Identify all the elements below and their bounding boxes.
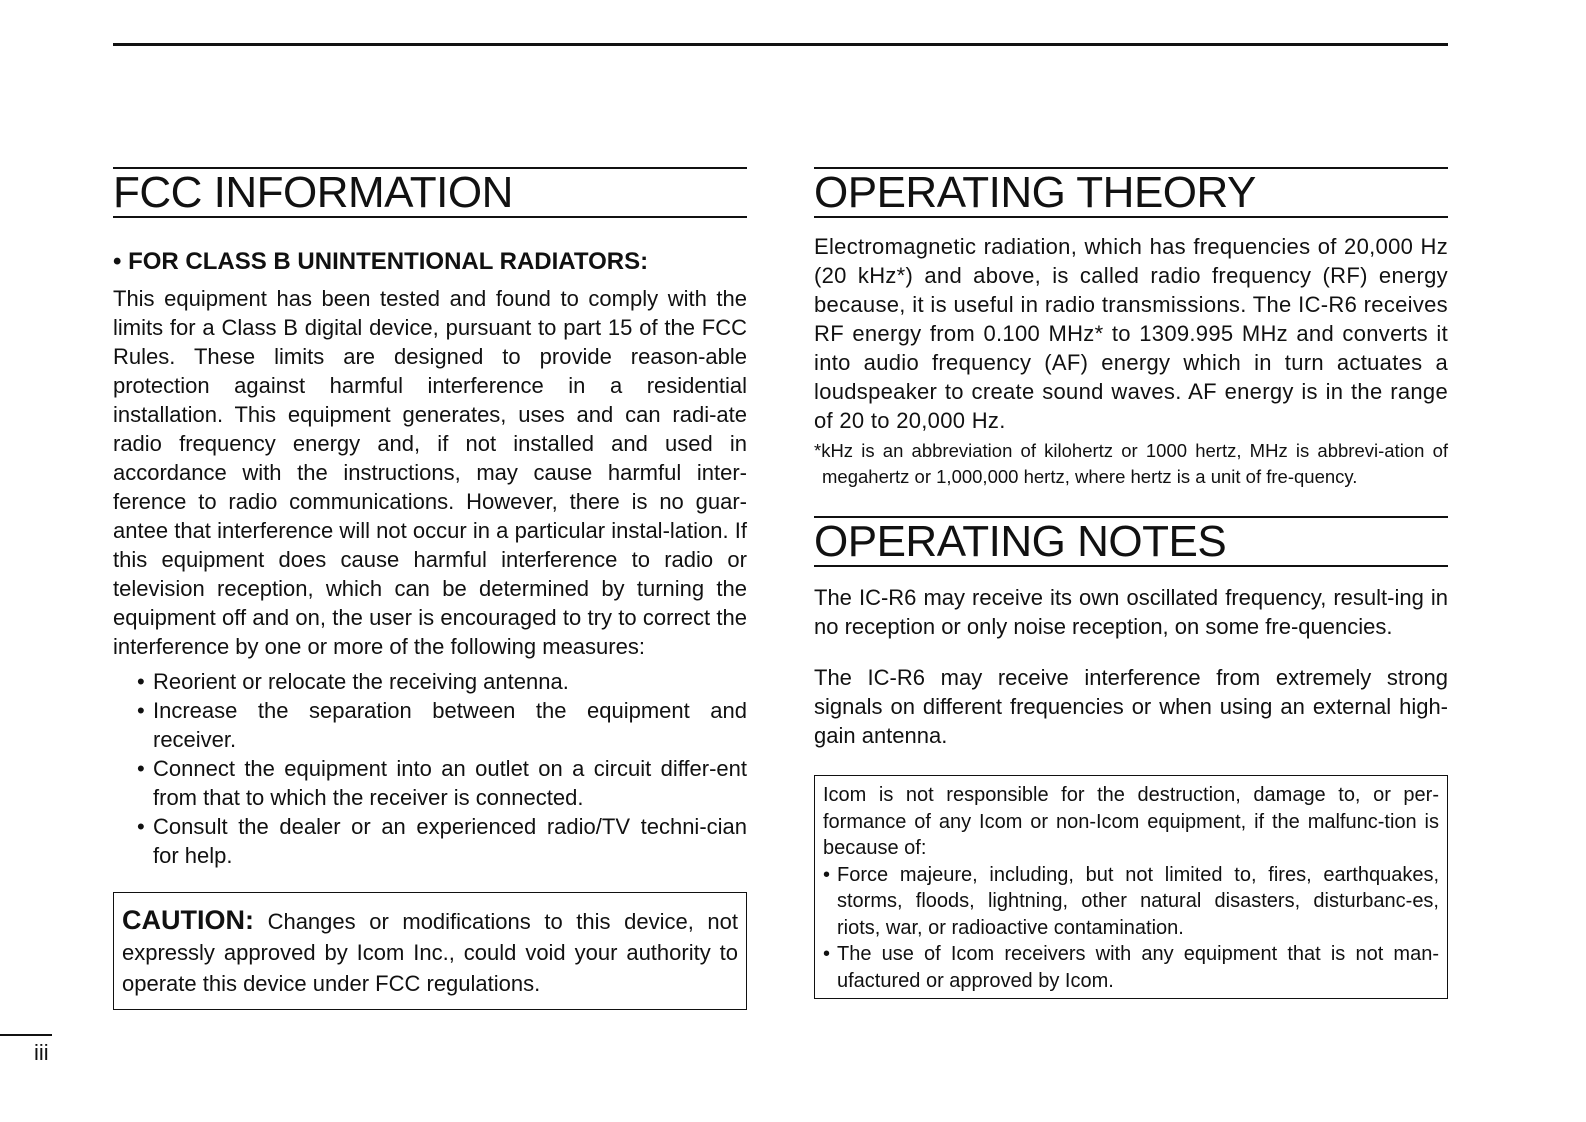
measure-item: • Connect the equipment into an outlet on a circuit differ-ent from that to which the receiver is connected. xyxy=(137,756,747,810)
notice-intro: Icom is not responsible for the destruction, damage to, or per-formance of any Icom or non-Icom equipment, if the malfunc-tion is because of: xyxy=(823,784,1439,859)
bullet-icon: • xyxy=(823,943,831,965)
operating-notes-title: OPERATING NOTES xyxy=(814,516,1448,567)
notice-item: • The use of Icom receivers with any equipment that is not man-ufactured or approved by Icom. xyxy=(823,943,1439,992)
bullet-icon: • xyxy=(823,863,831,886)
fcc-information-title: FCC INFORMATION xyxy=(113,167,747,218)
notice-list xyxy=(823,862,1439,995)
fcc-information-section xyxy=(113,167,747,1010)
operating-notes-para-2: The IC-R6 may receive interference from extremely strong signals on different frequencies or when using an external high-gain antenna. xyxy=(814,665,1448,748)
class-b-subheading: • FOR CLASS B UNINTENTIONAL RADIATORS: xyxy=(113,248,649,275)
page-number: iii xyxy=(34,1040,49,1065)
bullet-icon: • xyxy=(137,756,145,781)
top-rule xyxy=(113,43,1448,46)
measure-item: • Reorient or relocate the receiving antenna. xyxy=(137,669,569,694)
fcc-measures-list xyxy=(113,667,747,870)
bullet-icon: • xyxy=(137,698,145,723)
operating-theory-body: Electromagnetic radiation, which has frequencies of 20,000 Hz (20 kHz*) and above, is called radio frequency (RF) energy because, it is useful in radio transmissions. The IC-R6 receives RF energy from 0.100 MHz* to 1309.995 MHz and converts it into audio frequency (AF) energy which in turn actuates a loudspeaker to create sound waves. AF energy is in the range of 20 to 20,000 Hz. xyxy=(814,234,1448,433)
bullet-icon: • xyxy=(137,814,145,839)
operating-theory-title: OPERATING THEORY xyxy=(814,167,1448,218)
operating-section xyxy=(814,167,1448,999)
caution-text: Changes or modifications to this device, not expressly approved by Icom Inc., could void your authority to operate this device under FCC regulations. xyxy=(122,909,738,996)
notice-item: • Force majeure, including, but not limited to, fires, earthquakes, storms, floods, lightning, other natural disasters, disturbanc-es, riots, war, or radioactive contamination. xyxy=(823,863,1439,939)
caution-label: CAUTION: xyxy=(122,905,254,935)
fcc-body-text: This equipment has been tested and found to comply with the limits for a Class B digital device, pursuant to part 15 of the FCC Rules. These limits are designed to provide reason-able protection against harmful interference in a residential installation. This equipment generates, uses and can radi-ate radio frequency energy and, if not installed and used in accordance with the instructions, may cause harmful inter-ference to radio communications. However, there is no guar-antee that interference will not occur in a particular instal-lation. If this equipment does cause harmful interference to radio or television reception, which can be determined by turning the equipment off and on, the user is encouraged to try to correct the interference by one or more of the following measures: xyxy=(113,286,747,659)
measure-item: • Consult the dealer or an experienced radio/TV techni-cian for help. xyxy=(137,814,747,868)
caution-box xyxy=(113,892,747,1010)
theory-footnote: *kHz is an abbreviation of kilohertz or 1000 hertz, MHz is abbrevi-ation of megahertz or 1,000,000 hertz, where hertz is a unit of fre-quency. xyxy=(814,440,1448,487)
bullet-icon: • xyxy=(137,669,145,694)
measure-item: • Increase the separation between the equipment and receiver. xyxy=(137,698,747,752)
page-number-rule xyxy=(0,1034,52,1036)
operating-notes-para-1: The IC-R6 may receive its own oscillated frequency, result-ing in no reception or only noise reception, on some fre-quencies. xyxy=(814,585,1448,639)
liability-notice-box xyxy=(814,775,1448,999)
